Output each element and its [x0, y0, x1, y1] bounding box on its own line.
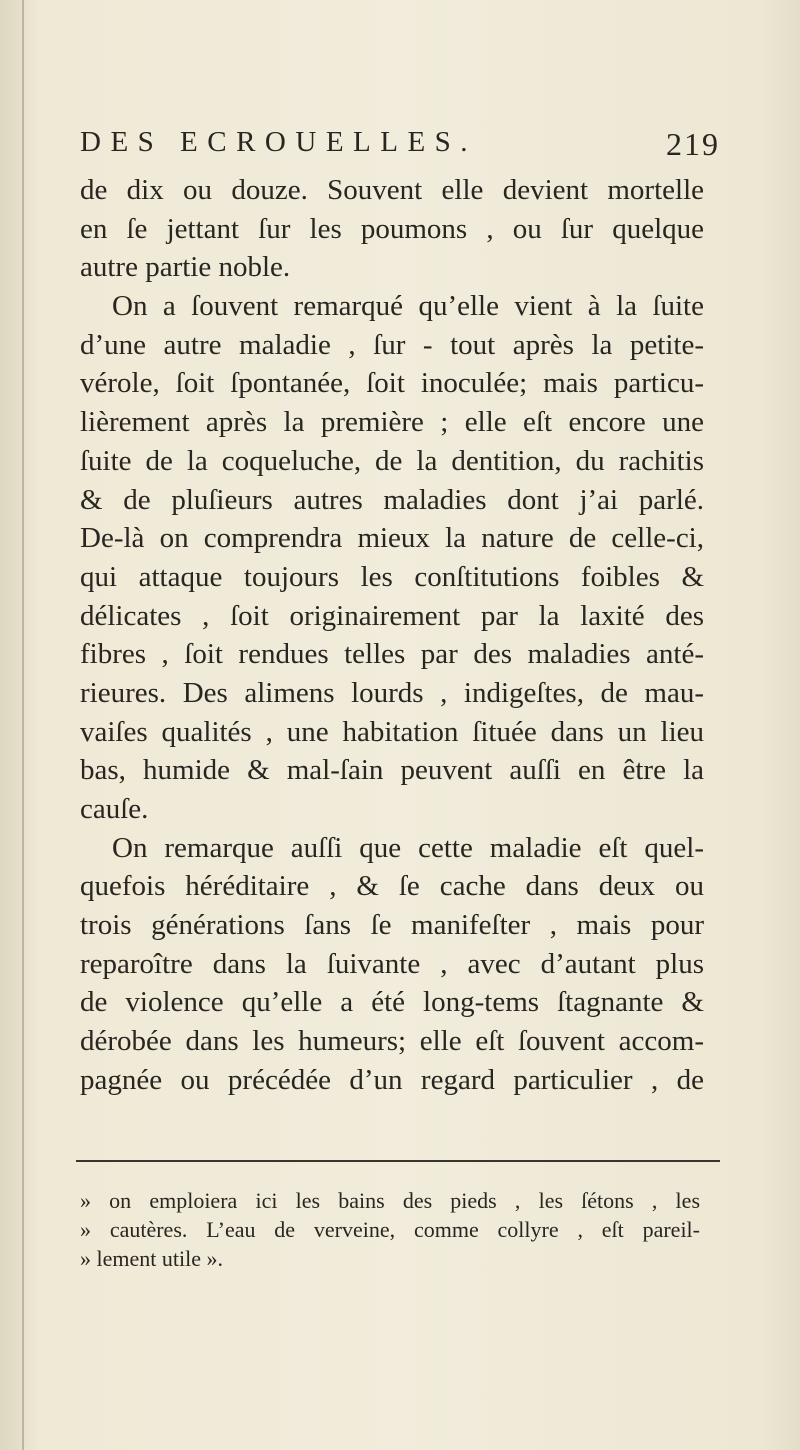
text-line: & de pluſieurs autres maladies dont j’ai parlé.: [80, 483, 704, 516]
footnote-line: » on emploiera ici les bains des pieds , les ſétons , les: [80, 1188, 700, 1213]
text-line: On a ſouvent remarqué qu’elle vient à la ſuite: [112, 290, 704, 323]
text-line: autre partie noble.: [80, 251, 291, 284]
text-line: fibres , ſoit rendues telles par des maladies anté-: [80, 638, 704, 671]
text-line: rieures. Des alimens lourds , indigeſtes, de mau-: [80, 676, 704, 709]
text-line: trois générations ſans ſe manifeſter , mais pour: [80, 909, 704, 942]
text-line: lièrement après la première ; elle eſt encore une: [80, 406, 704, 439]
running-head-title: DES ECROUELLES.: [80, 126, 478, 158]
text-line: bas, humide & mal-ſain peuvent auſſi en être la: [80, 754, 704, 787]
footnote-line: » cautères. L’eau de verveine, comme collyre , eſt pareil-: [80, 1217, 700, 1242]
text-line: en ſe jettant ſur les poumons , ou ſur quelque: [80, 212, 704, 245]
text-line: de dix ou douze. Souvent elle devient mortelle: [80, 174, 704, 206]
text-line: cauſe.: [80, 793, 149, 825]
text-line: d’une autre maladie , ſur - tout après la petite-: [80, 328, 704, 361]
footnote-rule: [76, 1160, 720, 1162]
text-line: dérobée dans les humeurs; elle eſt ſouvent accom-: [80, 1025, 704, 1058]
body-text: [80, 171, 704, 1100]
text-line: ſuite de la coqueluche, de la dentition, du rachitis: [80, 444, 704, 477]
text-line: vérole, ſoit ſpontanée, ſoit inoculée; mais particu-: [80, 367, 704, 400]
text-line: pagnée ou précédée d’un regard particulier , de: [80, 1063, 704, 1096]
page-edge: [22, 0, 24, 1450]
text-line: qui attaque toujours les conſtitutions foibles &: [80, 560, 704, 593]
page-number: 219: [666, 126, 720, 162]
text-line: On remarque auſſi que cette maladie eſt quel-: [112, 831, 704, 864]
footnote: [80, 1186, 700, 1273]
text-line: quefois héréditaire , & ſe cache dans deux ou: [80, 870, 704, 903]
text-line: De-là on comprendra mieux la nature de celle-ci,: [80, 522, 704, 555]
text-line: délicates , ſoit originairement par la laxité des: [80, 599, 704, 632]
footnote-line: » lement utile ».: [80, 1246, 223, 1271]
text-line: vaiſes qualités , une habitation ſituée dans un lieu: [80, 715, 704, 748]
running-head: [80, 126, 720, 170]
text-line: reparoître dans la ſuivante , avec d’autant plus: [80, 947, 704, 980]
text-line: de violence qu’elle a été long-tems ſtagnante &: [80, 986, 704, 1019]
